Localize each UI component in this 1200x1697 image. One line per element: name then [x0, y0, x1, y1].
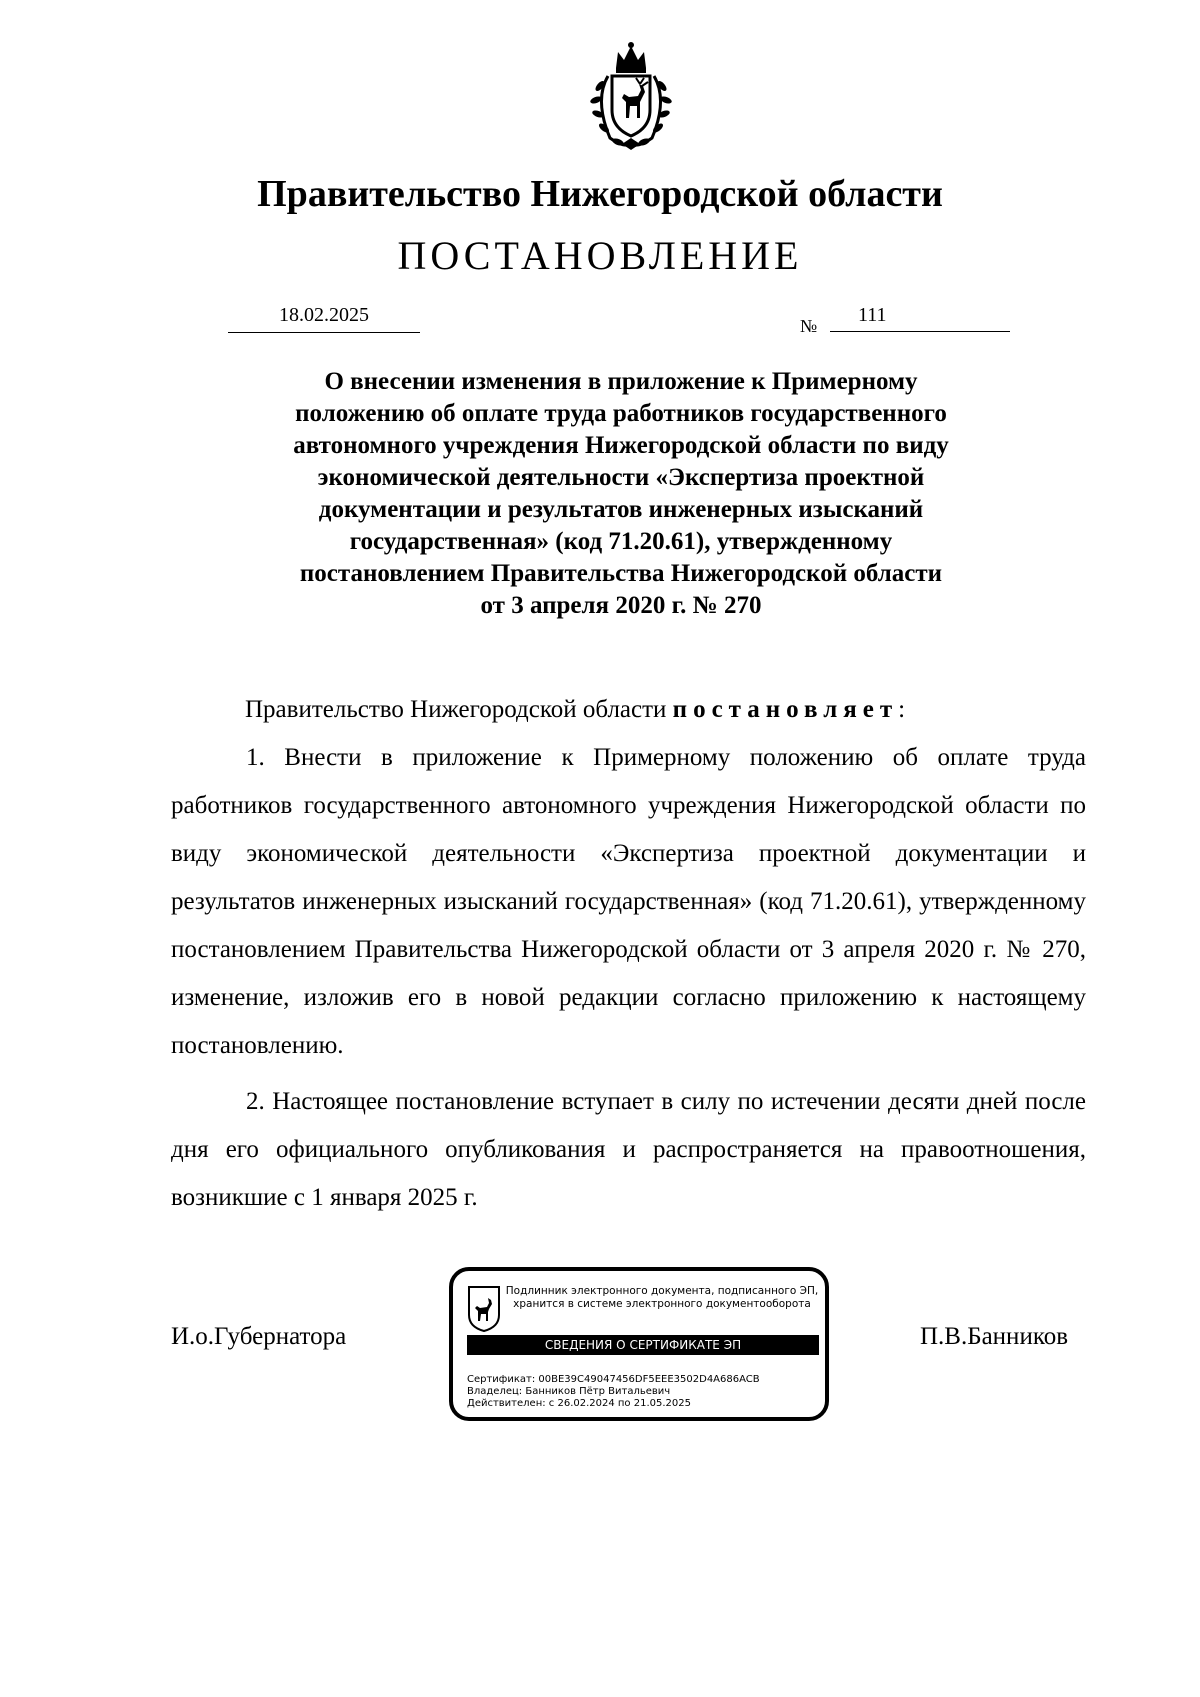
- document-type: ПОСТАНОВЛЕНИЕ: [397, 233, 803, 278]
- subject-line: документации и результатов инженерных изысканий: [318, 496, 924, 523]
- organization-title: Правительство Нижегородской области: [257, 173, 943, 215]
- subject-line: положению об оплате труда работников государственного: [295, 400, 947, 427]
- certificate-owner: Владелец: Банников Пётр Витальевич: [467, 1386, 671, 1397]
- certificate-validity: Действителен: с 26.02.2024 по 21.05.2025: [467, 1398, 691, 1409]
- certificate-serial: Сертификат: 00BE39C49047456DF5EEE3502D4A686ACB: [467, 1374, 760, 1385]
- subject-line: постановлением Правительства Нижегородской области: [299, 560, 943, 587]
- coat-of-arms-icon: [566, 40, 696, 152]
- number-sign: №: [800, 316, 818, 336]
- subject-line: экономической деятельности «Экспертиза проектной: [317, 464, 925, 491]
- deer-emblem-icon: [467, 1285, 501, 1333]
- document-subject: [240, 366, 1002, 622]
- stamp-header-line: Подлинник электронного документа, подписанного ЭП,: [505, 1285, 819, 1297]
- subject-line: автономного учреждения Нижегородской области по виду: [293, 432, 949, 459]
- intro-decree-word: постановляет: [672, 696, 899, 723]
- stamp-header-line: хранится в системе электронного документооборота: [513, 1298, 811, 1310]
- subject-line: от 3 апреля 2020 г. № 270: [480, 592, 762, 619]
- paragraph-2: 2. Настоящее постановление вступает в силу по истечении десяти дней после дня его официального опубликования и распространяется на правоотношения, возникшие с 1 января 2025 г.: [171, 1088, 1086, 1211]
- certificate-info-bar: СВЕДЕНИЯ О СЕРТИФИКАТЕ ЭП: [467, 1335, 819, 1355]
- resolution-intro: [245, 686, 1145, 734]
- intro-suffix: :: [898, 696, 906, 723]
- signatory-position: И.о.Губернатора: [171, 1323, 347, 1350]
- document-number: 111: [830, 302, 1010, 332]
- signatory-name: П.В.Банников: [920, 1323, 1068, 1350]
- intro-prefix: Правительство Нижегородской области: [245, 696, 673, 723]
- subject-line: государственная» (код 71.20.61), утвержденному: [349, 528, 893, 555]
- paragraph-1: 1. Внести в приложение к Примерному положению об оплате труда работников государственного автономного учреждения Нижегородской области по виду экономической деятельности «Экспертиза проектной документации и результатов инженерных изысканий государственная» (код 71.20.61), утвержденному постановлением Правительства Нижегородской области от 3 апреля 2020 г. № 270, изменение, изложив его в новой редакции согласно приложению к настоящему постановлению.: [171, 744, 1086, 1059]
- stamp-header: [501, 1285, 823, 1311]
- subject-line: О внесении изменения в приложение к Примерному: [324, 368, 918, 395]
- document-date: 18.02.2025: [228, 302, 420, 333]
- electronic-signature-stamp: [449, 1267, 829, 1421]
- certificate-details: [467, 1374, 819, 1410]
